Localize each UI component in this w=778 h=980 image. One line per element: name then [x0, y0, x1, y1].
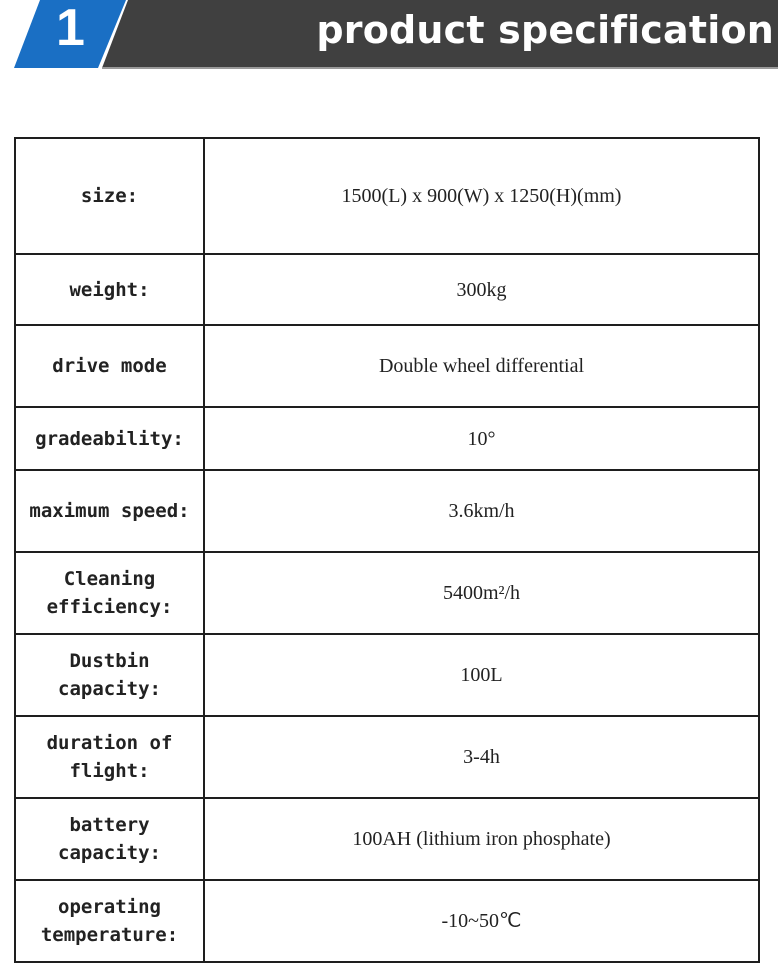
table-row	[15, 470, 759, 552]
spec-value: 3-4h	[204, 716, 759, 798]
table-row	[15, 325, 759, 407]
table-row	[15, 798, 759, 880]
table-row	[15, 634, 759, 716]
table-row	[15, 138, 759, 254]
header-underline	[102, 67, 778, 69]
spec-label: size:	[15, 138, 204, 254]
spec-label: weight:	[15, 254, 204, 325]
table-row	[15, 407, 759, 470]
spec-label: battery capacity:	[15, 798, 204, 880]
page-title: product specification	[316, 8, 774, 52]
spec-label: maximum speed:	[15, 470, 204, 552]
spec-label: duration of flight:	[15, 716, 204, 798]
section-header	[0, 0, 778, 68]
spec-value: 300kg	[204, 254, 759, 325]
table-row	[15, 254, 759, 325]
specification-table	[14, 137, 760, 963]
spec-value: 10°	[204, 407, 759, 470]
section-number: 1	[56, 0, 85, 57]
spec-value: 1500(L) x 900(W) x 1250(H)(mm)	[204, 138, 759, 254]
spec-label: drive mode	[15, 325, 204, 407]
spec-value: 5400m²/h	[204, 552, 759, 634]
spec-label: Dustbin capacity:	[15, 634, 204, 716]
spec-value: 100AH (lithium iron phosphate)	[204, 798, 759, 880]
table-row	[15, 716, 759, 798]
spec-value: Double wheel differential	[204, 325, 759, 407]
spec-value: 100L	[204, 634, 759, 716]
spec-label: Cleaning efficiency:	[15, 552, 204, 634]
table-row	[15, 880, 759, 962]
spec-value: -10~50℃	[204, 880, 759, 962]
table-row	[15, 552, 759, 634]
spec-value: 3.6km/h	[204, 470, 759, 552]
spec-label: gradeability:	[15, 407, 204, 470]
spec-label: operating temperature:	[15, 880, 204, 962]
